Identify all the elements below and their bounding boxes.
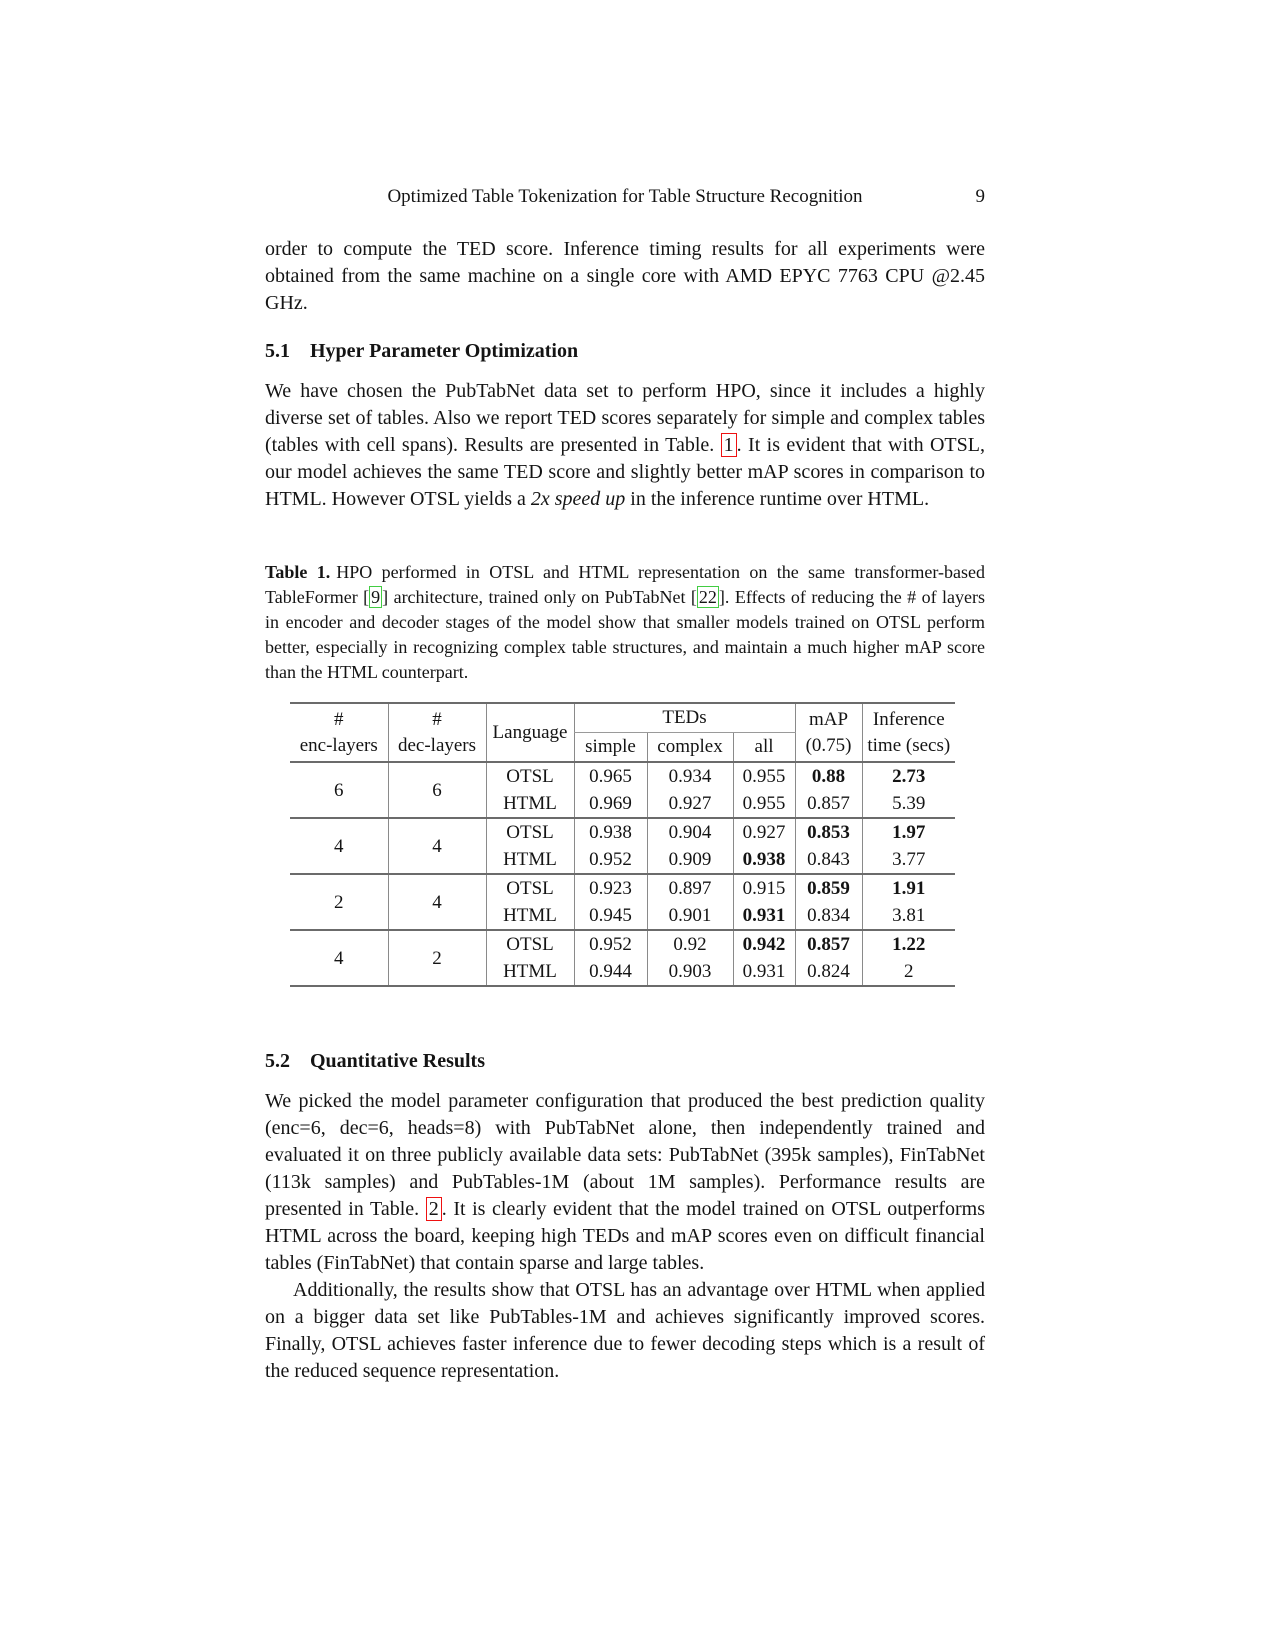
ted-simple-value: 0.938 <box>574 818 647 846</box>
inference-time-value: 1.91 <box>862 874 955 902</box>
inference-time-value: 2.73 <box>862 762 955 790</box>
map-value: 0.857 <box>795 790 862 818</box>
map-value: 0.824 <box>795 958 862 986</box>
text-segment: ] <box>382 587 389 607</box>
paragraph-text <box>265 1088 985 1277</box>
language-cell: OTSL <box>486 874 574 902</box>
inference-time-value: 2 <box>862 958 955 986</box>
citation-link[interactable]: 9 <box>371 587 381 607</box>
section-title: Hyper Parameter Optimization <box>310 340 579 362</box>
inference-time-value: 1.97 <box>862 818 955 846</box>
map-value: 0.834 <box>795 902 862 930</box>
paragraph-text: Additionally, the results show that OTSL has an advantage over HTML when applied on a bigger data set like PubTables-1M and achieves significantly improved scores. Finally, OTSL achieves faster inference due to fewer decoding steps which is a result of the reduced sequence representation. <box>265 1279 985 1382</box>
header-enc-layers: # enc-layers <box>290 703 388 762</box>
header-teds-simple: simple <box>574 733 647 763</box>
text-segment: We picked the model parameter configuration that produced the best prediction quality (enc=6, dec=6, heads=8) with PubTabNet alone, then independently trained and evaluated it on three publicly available data sets: PubTabNet (395k samples), FinTabNet (113k samples) and PubTables-1M (about 1M samples). Performance results are presented in Table. <box>265 1090 985 1220</box>
language-cell: OTSL <box>486 930 574 958</box>
dec-layers-cell: 4 <box>388 818 486 874</box>
header-teds: TEDs <box>574 703 795 733</box>
ted-complex-value: 0.92 <box>647 930 733 958</box>
ted-simple-value: 0.965 <box>574 762 647 790</box>
header-teds-complex: complex <box>647 733 733 763</box>
text-segment: in the inference runtime over HTML. <box>625 488 930 510</box>
inference-time-value: 3.77 <box>862 846 955 874</box>
header-map: mAP (0.75) <box>795 703 862 762</box>
text-segment: [ <box>363 587 370 607</box>
ted-all-value: 0.931 <box>733 958 795 986</box>
ted-simple-value: 0.923 <box>574 874 647 902</box>
language-cell: HTML <box>486 958 574 986</box>
text-segment: 2x speed up <box>530 488 626 510</box>
ted-complex-value: 0.934 <box>647 762 733 790</box>
table-1-caption <box>265 560 985 685</box>
language-cell: OTSL <box>486 818 574 846</box>
intro-paragraph <box>265 236 985 317</box>
text-segment: . Effects of reducing the # of layers in encoder and decoder stages of the model show that smaller models trained on OTSL perform better, especially in recognizing complex table structures, and maintain a much higher mAP score than the HTML counterpart. <box>265 587 985 682</box>
text-segment: . It is evident that with OTSL, our model achieves the same TED score and slightly better mAP scores in comparison to HTML. However OTSL yields a <box>265 434 985 510</box>
paragraph-text: order to compute the TED score. Inference timing results for all experiments were obtained from the same machine on a single core with AMD EPYC 7763 CPU @2.45 GHz. <box>265 238 985 314</box>
table-ref-link[interactable]: 1 <box>721 433 737 457</box>
enc-layers-cell: 6 <box>290 762 388 818</box>
language-cell: HTML <box>486 902 574 930</box>
inference-time-value: 3.81 <box>862 902 955 930</box>
ted-simple-value: 0.944 <box>574 958 647 986</box>
enc-layers-cell: 2 <box>290 874 388 930</box>
section-5-2-paragraphs <box>265 1088 985 1385</box>
section-number: 5.1 <box>265 340 290 362</box>
table-1 <box>290 702 955 987</box>
section-5-1-paragraph <box>265 378 985 513</box>
text-segment: ] <box>718 587 725 607</box>
dec-layers-cell: 4 <box>388 874 486 930</box>
enc-layers-cell: 4 <box>290 930 388 986</box>
dec-layers-cell: 6 <box>388 762 486 818</box>
ted-all-value: 0.942 <box>733 930 795 958</box>
enc-layers-cell: 4 <box>290 818 388 874</box>
text-segment: . It is clearly evident that the model trained on OTSL outperforms HTML across the board, keeping high TEDs and mAP scores even on difficult financial tables (FinTabNet) that contain sparse and large tables. <box>265 1198 985 1274</box>
ted-complex-value: 0.897 <box>647 874 733 902</box>
map-value: 0.843 <box>795 846 862 874</box>
header-dec-layers: # dec-layers <box>388 703 486 762</box>
dec-layers-cell: 2 <box>388 930 486 986</box>
ted-all-value: 0.955 <box>733 790 795 818</box>
text-segment: Table 1. <box>265 562 331 582</box>
section-title: Quantitative Results <box>310 1050 485 1072</box>
language-cell: HTML <box>486 790 574 818</box>
ted-complex-value: 0.901 <box>647 902 733 930</box>
ted-complex-value: 0.927 <box>647 790 733 818</box>
section-5-1-heading <box>265 340 985 363</box>
ted-simple-value: 0.952 <box>574 846 647 874</box>
ted-all-value: 0.931 <box>733 902 795 930</box>
map-value: 0.853 <box>795 818 862 846</box>
ted-complex-value: 0.903 <box>647 958 733 986</box>
citation-link[interactable]: 22 <box>698 587 717 607</box>
ted-all-value: 0.915 <box>733 874 795 902</box>
inference-time-value: 5.39 <box>862 790 955 818</box>
text-segment: HPO performed in OTSL and HTML representation on the same transformer-based TableFormer <box>265 562 985 607</box>
ted-simple-value: 0.945 <box>574 902 647 930</box>
ted-simple-value: 0.969 <box>574 790 647 818</box>
map-value: 0.859 <box>795 874 862 902</box>
caption-text <box>265 560 985 685</box>
ted-complex-value: 0.904 <box>647 818 733 846</box>
section-5-2-heading <box>265 1050 985 1073</box>
text-segment: architecture, trained only on PubTabNet <box>388 587 691 607</box>
map-value: 0.88 <box>795 762 862 790</box>
header-language: Language <box>486 703 574 762</box>
ted-complex-value: 0.909 <box>647 846 733 874</box>
table-ref-link[interactable]: 2 <box>426 1197 442 1221</box>
ted-all-value: 0.927 <box>733 818 795 846</box>
language-cell: OTSL <box>486 762 574 790</box>
paragraph-text <box>265 378 985 513</box>
header-teds-all: all <box>733 733 795 763</box>
map-value: 0.857 <box>795 930 862 958</box>
ted-all-value: 0.938 <box>733 846 795 874</box>
ted-all-value: 0.955 <box>733 762 795 790</box>
header-inference-time: Inference time (secs) <box>862 703 955 762</box>
text-segment: [ <box>690 587 697 607</box>
running-title: Optimized Table Tokenization for Table Structure Recognition <box>387 186 863 207</box>
section-number: 5.2 <box>265 1050 290 1072</box>
inference-time-value: 1.22 <box>862 930 955 958</box>
page-number: 9 <box>975 186 985 207</box>
text-segment: We have chosen the PubTabNet data set to perform HPO, since it includes a highly diverse set of tables. Also we report TED scores separately for simple and complex tables (tables with cell spans). Results are presented in Table. <box>265 380 985 456</box>
running-head <box>265 186 985 208</box>
ted-simple-value: 0.952 <box>574 930 647 958</box>
language-cell: HTML <box>486 846 574 874</box>
